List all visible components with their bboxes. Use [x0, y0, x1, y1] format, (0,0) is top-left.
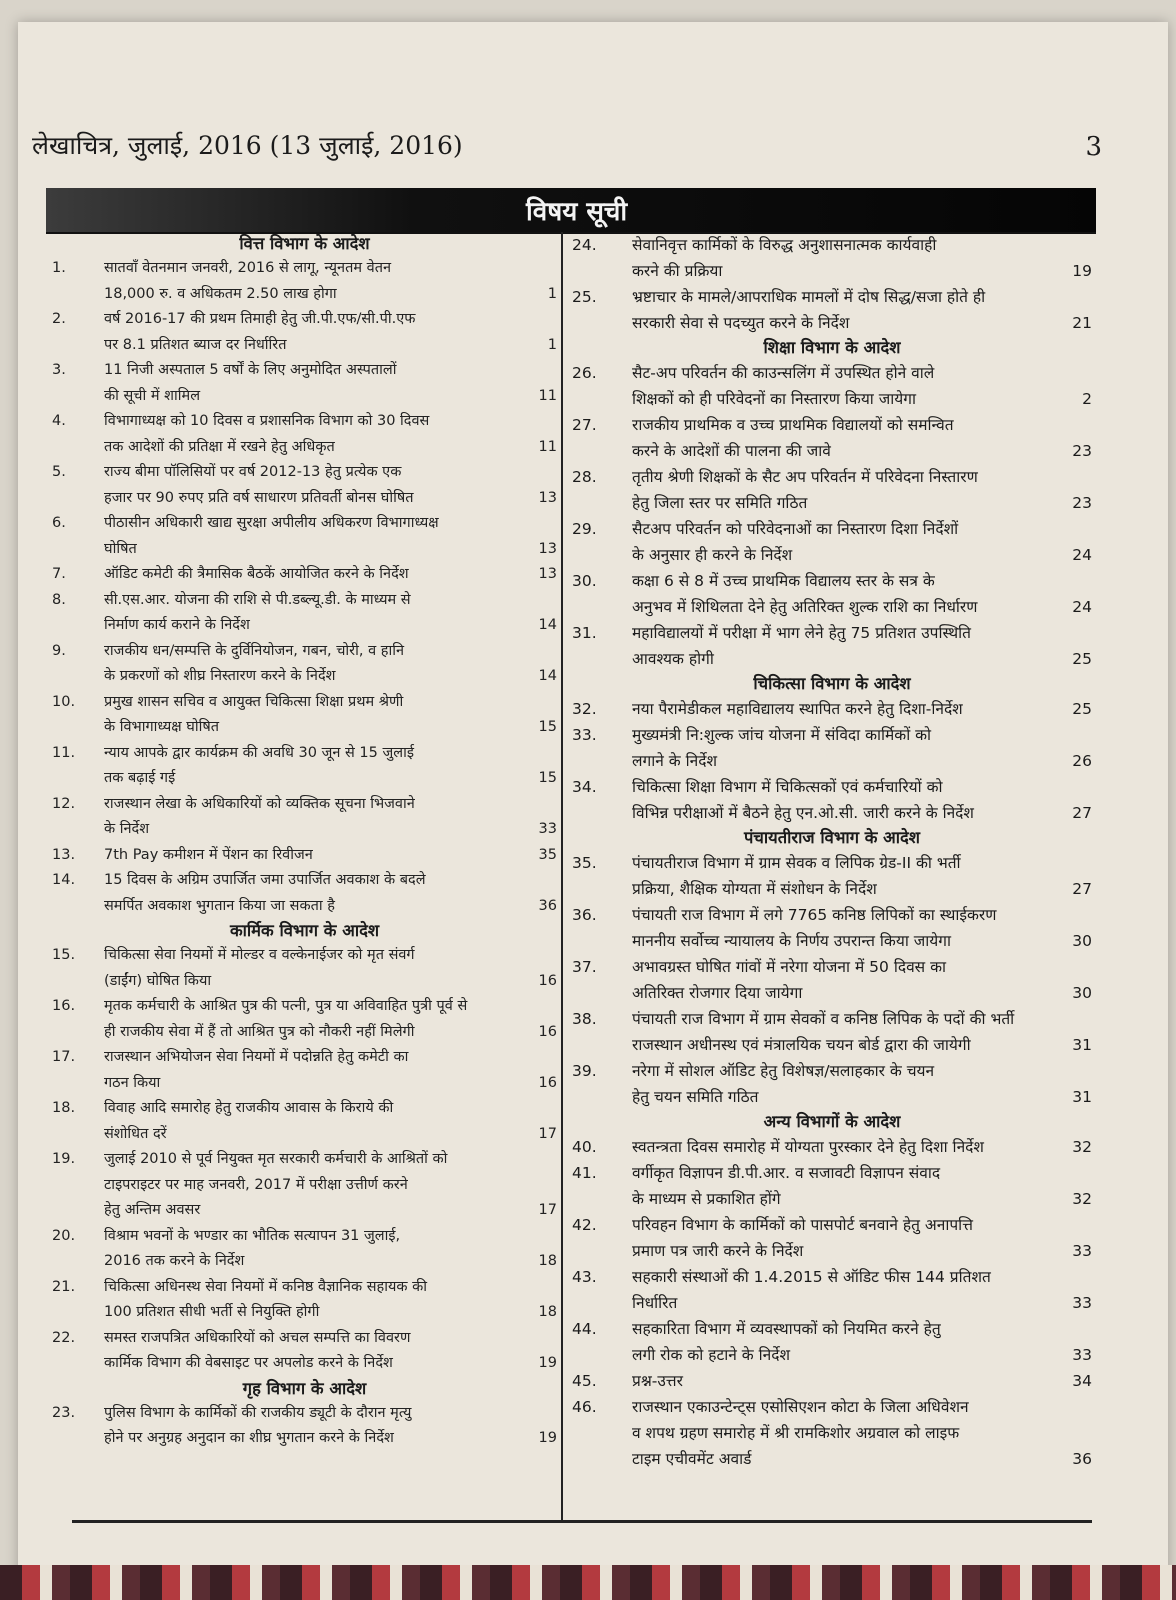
entry-number: 5. — [52, 464, 66, 480]
entry-title-line: पुलिस विभाग के कार्मिकों की राजकीय ड्यूटी के दौरान मृत्यु — [104, 1404, 412, 1421]
entry-title-line: आवश्यक होगी — [632, 650, 714, 668]
entry-title — [632, 620, 1052, 672]
entry-page-number: 31 — [1072, 1088, 1092, 1106]
toc-entry[interactable] — [52, 562, 557, 588]
entry-title — [632, 360, 1052, 412]
entry-title-line: राज्य बीमा पॉलिसियों पर वर्ष 2012-13 हेतु प्रत्येक एक — [104, 464, 402, 480]
entry-title — [632, 1368, 1052, 1394]
entry-page-number: 31 — [1072, 1036, 1092, 1054]
entry-page-number: 36 — [1072, 1450, 1092, 1468]
entry-title-line: निर्माण कार्य कराने के निर्देश — [104, 617, 250, 633]
entry-page-number: 24 — [1072, 598, 1092, 616]
toc-entry[interactable] — [572, 902, 1092, 954]
entry-number: 6. — [52, 515, 66, 531]
toc-entry[interactable] — [52, 588, 557, 639]
entry-title-line: प्रश्न-उत्तर — [632, 1372, 683, 1390]
entry-page-number: 13 — [538, 566, 557, 582]
entry-page-number: 32 — [1072, 1138, 1092, 1156]
toc-entry[interactable] — [52, 1275, 557, 1326]
entry-title — [632, 1316, 1052, 1368]
entry-title-line: मुख्यमंत्री नि:शुल्क जांच योजना में संविदा कार्मिकों को — [632, 726, 932, 744]
background-fabric — [0, 1565, 1176, 1600]
entry-page-number: 19 — [538, 1430, 557, 1446]
entry-page-number: 25 — [1072, 700, 1092, 718]
entry-title — [104, 690, 517, 741]
entry-number: 11. — [52, 744, 76, 761]
section-heading: गृह विभाग के आदेश — [242, 1378, 367, 1398]
entry-number: 42. — [572, 1216, 597, 1234]
entry-number: 20. — [52, 1227, 76, 1244]
entry-title-line: सहकारी संस्थाओं की 1.4.2015 से ऑडिट फीस 144 प्रतिशत — [632, 1268, 991, 1286]
entry-number: 34. — [572, 778, 597, 796]
entry-title-line: लगाने के निर्देश — [632, 752, 717, 770]
entry-page-number: 15 — [538, 770, 557, 786]
entry-page-number: 1 — [547, 336, 557, 353]
entry-title-line: महाविद्यालयों में परीक्षा में भाग लेने हेतु 75 प्रतिशत उपस्थिति — [632, 624, 971, 642]
entry-page-number: 35 — [538, 846, 557, 863]
toc-entry[interactable] — [52, 943, 557, 994]
entry-title — [104, 460, 517, 511]
entry-number: 14. — [52, 872, 76, 888]
entry-number: 33. — [572, 726, 597, 744]
entry-title-line: विवाह आदि समारोह हेतु राजकीय आवास के किराये की — [104, 1100, 394, 1116]
entry-title — [632, 1006, 1052, 1058]
entry-title-line: होने पर अनुग्रह अनुदान का शीघ्र भुगतान करने के निर्देश — [104, 1430, 394, 1446]
entry-title-line: हेतु अन्तिम अवसर — [104, 1202, 201, 1218]
entry-number: 8. — [52, 591, 66, 608]
entry-number: 9. — [52, 642, 66, 659]
entry-page-number: 33 — [1072, 1242, 1092, 1260]
entry-title-line: भ्रष्टाचार के मामले/आपराधिक मामलों में दोष सिद्ध/सजा होते ही — [632, 288, 986, 306]
entry-number: 26. — [572, 364, 597, 382]
entry-title — [632, 954, 1052, 1006]
entry-title-line: 100 प्रतिशत सीधी भर्ती से नियुक्ति होगी — [104, 1304, 320, 1320]
entry-title-line: पीठासीन अधिकारी खाद्य सुरक्षा अपीलीय अधिकरण विभागाध्यक्ष — [104, 515, 439, 531]
entry-title-line: करने के आदेशों की पालना की जावे — [632, 442, 831, 460]
section-heading: चिकित्सा विभाग के आदेश — [753, 674, 911, 693]
entry-title-line: प्रमाण पत्र जारी करने के निर्देश — [632, 1242, 804, 1260]
entry-title-line: लगी रोक को हटाने के निर्देश — [632, 1346, 791, 1364]
toc-entry[interactable] — [572, 1212, 1092, 1264]
toc-entry[interactable] — [572, 464, 1092, 516]
entry-number: 17. — [52, 1049, 76, 1065]
entry-title — [104, 1224, 517, 1275]
toc-entry[interactable] — [572, 516, 1092, 568]
entry-title-line: राजकीय धन/सम्पत्ति के दुर्विनियोजन, गबन, चोरी, व हानि — [104, 642, 405, 659]
entry-page-number: 1 — [547, 285, 557, 302]
entry-title-line: माननीय सर्वोच्च न्यायालय के निर्णय उपरान्त किया जायेगा — [632, 932, 952, 950]
entry-title — [632, 1212, 1052, 1264]
entry-page-number: 19 — [538, 1355, 557, 1371]
entry-title-line: शिक्षकों को ही परिवेदनों का निस्तारण किया जायेगा — [632, 390, 916, 408]
entry-title — [104, 1401, 517, 1452]
toc-entry[interactable] — [572, 1368, 1092, 1394]
entry-title-line: ऑडिट कमेटी की त्रैमासिक बैठकें आयोजित करने के निर्देश — [104, 566, 409, 582]
entry-title-line: राजस्थान एकाउन्टेन्ट्स एसोसिएशन कोटा के जिला अधिवेशन — [632, 1398, 969, 1416]
entry-title-line: सेवानिवृत्त कार्मिकों के विरुद्ध अनुशासनात्मक कार्यवाही — [632, 236, 937, 254]
entry-number: 36. — [572, 906, 597, 924]
bottom-rule — [72, 1520, 1092, 1523]
toc-entry[interactable] — [572, 774, 1092, 826]
entry-title-line: न्याय आपके द्वार कार्यक्रम की अवधि 30 जून से 15 जुलाई — [104, 744, 414, 761]
entry-title-line: की सूची में शामिल — [104, 387, 201, 404]
entry-title — [632, 412, 1052, 464]
entry-title — [632, 1264, 1052, 1316]
entry-page-number: 24 — [1072, 546, 1092, 564]
entry-title — [632, 722, 1052, 774]
toc-entry[interactable] — [52, 511, 557, 562]
entry-title-line: प्रक्रिया, शैक्षिक योग्यता में संशोधन के निर्देश — [632, 880, 877, 898]
entry-title — [632, 774, 1052, 826]
entry-number: 2. — [52, 311, 66, 327]
entry-number: 43. — [572, 1268, 597, 1286]
entry-title-line: 2016 तक करने के निर्देश — [104, 1253, 245, 1269]
entry-page-number: 33 — [538, 821, 557, 837]
entry-title-line: के माध्यम से प्रकाशित होंगे — [632, 1190, 781, 1208]
entry-title-line: संशोधित दरें — [104, 1125, 167, 1142]
entry-title-line: पंचायती राज विभाग में लगे 7765 कनिष्ठ लिपिकों का स्थाईकरण — [632, 906, 997, 924]
entry-number: 28. — [572, 468, 597, 486]
entry-page-number: 14 — [538, 617, 557, 633]
section-heading: शिक्षा विभाग के आदेश — [763, 338, 901, 357]
entry-title-line: कक्षा 6 से 8 में उच्च प्राथमिक विद्यालय स्तर के सत्र के — [632, 572, 935, 590]
entry-title-line: सी.एस.आर. योजना की राशि से पी.डब्ल्यू.डी. के माध्यम से — [104, 591, 411, 608]
toc-entry[interactable] — [52, 994, 557, 1045]
entry-number: 37. — [572, 958, 597, 976]
entry-title-line: टाइपराइटर पर माह जनवरी, 2017 में परीक्षा उत्तीर्ण करने — [104, 1176, 408, 1193]
entry-title — [632, 1160, 1052, 1212]
entry-title-line: सैट-अप परिवर्तन की काउन्सलिंग में उपस्थित होने वाले — [632, 364, 935, 382]
toc-entry[interactable] — [572, 620, 1092, 672]
entry-title — [104, 1045, 517, 1096]
entry-page-number: 19 — [1072, 262, 1092, 280]
entry-title-line: वर्ष 2016-17 की प्रथम तिमाही हेतु जी.पी.एफ/सी.पी.एफ — [104, 311, 416, 327]
entry-title — [104, 1147, 517, 1224]
entry-title — [632, 516, 1052, 568]
entry-page-number: 25 — [1072, 650, 1092, 668]
entry-number: 27. — [572, 416, 597, 434]
entry-title-line: (डाईंग) घोषित किया — [104, 972, 212, 989]
entry-title — [632, 696, 1052, 722]
toc-entry[interactable] — [52, 358, 557, 409]
entry-title-line: हजार पर 90 रुपए प्रति वर्ष साधारण प्रतिवर्ती बोनस घोषित — [104, 489, 414, 506]
entry-number: 4. — [52, 413, 66, 429]
entry-title — [632, 850, 1052, 902]
toc-entry[interactable] — [572, 1316, 1092, 1368]
entry-number: 35. — [572, 854, 597, 872]
entry-title-line: तक आदेशों की प्रतिक्षा में रखने हेतु अधिकृत — [104, 438, 335, 455]
entry-title — [632, 902, 1052, 954]
entry-page-number: 16 — [538, 972, 557, 989]
entry-page-number: 23 — [1072, 494, 1092, 512]
entry-number: 41. — [572, 1164, 597, 1182]
entry-title-line: चिकित्सा अधिनस्थ सेवा नियमों में कनिष्ठ वैज्ञानिक सहायक की — [104, 1278, 427, 1295]
entry-number: 29. — [572, 520, 597, 538]
entry-page-number: 33 — [1072, 1346, 1092, 1364]
section-heading: पंचायतीराज विभाग के आदेश — [744, 828, 920, 847]
entry-title-line: पंचायतीराज विभाग में ग्राम सेवक व लिपिक ग्रेड-II की भर्ती — [632, 854, 961, 872]
toc-entry[interactable] — [572, 284, 1092, 336]
entry-number: 24. — [572, 236, 597, 254]
entry-title-line: टाइम एचीवमेंट अवार्ड — [632, 1450, 752, 1468]
entry-number: 46. — [572, 1398, 597, 1416]
entry-number: 13. — [52, 846, 76, 863]
section-heading: कार्मिक विभाग के आदेश — [229, 921, 380, 940]
toc-entry[interactable] — [52, 460, 557, 511]
entry-page-number: 30 — [1072, 984, 1092, 1002]
entry-title-line: राजकीय प्राथमिक व उच्च प्राथमिक विद्यालयों को समन्वित — [632, 416, 954, 434]
entry-number: 45. — [572, 1372, 597, 1390]
entry-number: 15. — [52, 947, 76, 963]
section-heading: अन्य विभागों के आदेश — [763, 1112, 901, 1131]
entry-title — [632, 568, 1052, 620]
entry-title-line: 18,000 रु. व अधिकतम 2.50 लाख होगा — [104, 285, 337, 302]
toc-entry[interactable] — [52, 792, 557, 843]
entry-title — [632, 284, 1052, 336]
toc-entry[interactable] — [572, 1134, 1092, 1160]
entry-title-line: सहकारिता विभाग में व्यवस्थापकों को नियमित करने हेतु — [632, 1320, 941, 1338]
entry-title-line: पर 8.1 प्रतिशत ब्याज दर निर्धारित — [104, 336, 287, 353]
entry-page-number: 32 — [1072, 1190, 1092, 1208]
entry-title-line: वर्गीकृत विज्ञापन डी.पी.आर. व सजावटी विज्ञापन संवाद — [632, 1164, 941, 1182]
entry-number: 16. — [52, 998, 76, 1014]
entry-title-line: हेतु चयन समिति गठित — [632, 1088, 759, 1106]
entry-title — [104, 868, 517, 919]
entry-number: 39. — [572, 1062, 597, 1080]
entry-page-number: 36 — [538, 897, 557, 914]
entry-title-line: चिकित्सा शिक्षा विभाग में चिकित्सकों एवं कर्मचारियों को — [632, 778, 943, 796]
entry-title-line: कार्मिक विभाग की वेबसाइट पर अपलोड करने के निर्देश — [104, 1355, 393, 1371]
entry-page-number: 30 — [1072, 932, 1092, 950]
entry-page-number: 14 — [538, 668, 557, 684]
entry-title — [104, 409, 517, 460]
toc-entry[interactable] — [52, 1224, 557, 1275]
entry-title-line: अभावग्रस्त घोषित गांवों में नरेगा योजना में 50 दिवस का — [632, 958, 947, 976]
entry-title-line: सातवाँ वेतनमान जनवरी, 2016 से लागू, न्यूनतम वेतन — [104, 260, 392, 276]
entry-title-line: सैटअप परिवर्तन को परिवेदनाओं का निस्तारण दिशा निर्देशों — [632, 520, 959, 538]
page-header — [32, 118, 1102, 162]
entry-title-line: गठन किया — [104, 1074, 161, 1091]
entry-title-line: राजस्थान अभियोजन सेवा नियमों में पदोन्नति हेतु कमेटी का — [104, 1049, 409, 1065]
right-column — [572, 232, 1092, 1472]
entry-title — [632, 464, 1052, 516]
toc-entry[interactable] — [52, 1096, 557, 1147]
contents-title: विषय सूची — [526, 197, 628, 227]
entry-page-number: 16 — [538, 1023, 557, 1040]
entry-title-line: के प्रकरणों को शीघ्र निस्तारण करने के निर्देश — [104, 668, 336, 684]
toc-entry[interactable] — [52, 1401, 557, 1452]
page-number: 3 — [1085, 132, 1102, 162]
entry-title-line: तृतीय श्रेणी शिक्षकों के सैट अप परिवर्तन में परिवेदना निस्तारण — [632, 468, 978, 486]
entry-number: 25. — [572, 288, 597, 306]
entry-title-line: विभिन्न परीक्षाओं में बैठने हेतु एन.ओ.सी. जारी करने के निर्देश — [632, 804, 974, 822]
entry-title-line: अतिरिक्त रोजगार दिया जायेगा — [632, 984, 803, 1002]
entry-title — [104, 1326, 517, 1377]
toc-entry[interactable] — [572, 722, 1092, 774]
entry-title-line: नया पैरामेडीकल महाविद्यालय स्थापित करने हेतु दिशा-निर्देश — [632, 700, 963, 718]
entry-number: 19. — [52, 1151, 76, 1167]
entry-title — [632, 232, 1052, 284]
toc-entry[interactable] — [572, 232, 1092, 284]
toc-entry[interactable] — [572, 696, 1092, 722]
entry-title-line: पंचायती राज विभाग में ग्राम सेवकों व कनिष्ठ लिपिक के पदों की भर्ती — [632, 1010, 1015, 1028]
entry-title-line: के विभागाध्यक्ष घोषित — [104, 719, 220, 735]
entry-title-line: व शपथ ग्रहण समारोह में श्री रामकिशोर अग्रवाल को लाइफ — [632, 1424, 960, 1442]
entry-number: 7. — [52, 566, 66, 582]
entry-number: 10. — [52, 693, 76, 710]
toc-entry[interactable] — [572, 1264, 1092, 1316]
entry-title — [104, 588, 517, 639]
toc-entry[interactable] — [52, 1045, 557, 1096]
toc-entry[interactable] — [572, 1006, 1092, 1058]
toc-entry[interactable] — [572, 568, 1092, 620]
toc-entry[interactable] — [52, 307, 557, 358]
entry-title-line: मृतक कर्मचारी के आश्रित पुत्र की पत्नी, पुत्र या अविवाहित पुत्री पूर्व से — [104, 998, 468, 1014]
entry-title-line: नरेगा में सोशल ऑडिट हेतु विशेषज्ञ/सलाहकार के चयन — [632, 1062, 935, 1080]
toc-entry[interactable] — [52, 741, 557, 792]
entry-title-line: ही राजकीय सेवा में हैं तो आश्रित पुत्र को नौकरी नहीं मिलेगी — [104, 1023, 415, 1040]
entry-title-line: स्वतन्त्रता दिवस समारोह में योग्यता पुरस्कार देने हेतु दिशा निर्देश — [632, 1138, 984, 1156]
entry-title-line: के अनुसार ही करने के निर्देश — [632, 546, 793, 564]
toc-entry[interactable] — [52, 256, 557, 307]
publication-title: लेखाचित्र, जुलाई, 2016 (13 जुलाई, 2016) — [32, 131, 463, 160]
entry-title-line: घोषित — [104, 540, 137, 557]
toc-entry[interactable] — [52, 843, 557, 869]
entry-title-line: राजस्थान अधीनस्थ एवं मंत्रालयिक चयन बोर्ड द्वारा की जायेगी — [632, 1036, 971, 1054]
section-heading: वित्त विभाग के आदेश — [239, 234, 370, 253]
entry-title-line: राजस्थान लेखा के अधिकारियों को व्यक्तिक सूचना भिजवाने — [104, 795, 415, 812]
toc-entry[interactable] — [572, 1394, 1092, 1472]
entry-title-line: 11 निजी अस्पताल 5 वर्षों के लिए अनुमोदित अस्पतालों — [104, 362, 397, 378]
entry-number: 44. — [572, 1320, 597, 1338]
entry-number: 18. — [52, 1100, 76, 1116]
entry-title — [104, 307, 517, 358]
entry-title-line: जुलाई 2010 से पूर्व नियुक्त मृत सरकारी कर्मचारी के आश्रितों को — [104, 1151, 448, 1167]
entry-number: 21. — [52, 1278, 76, 1295]
toc-entry[interactable] — [52, 1147, 557, 1224]
toc-entry[interactable] — [52, 409, 557, 460]
entry-title-line: समस्त राजपत्रित अधिकारियों को अचल सम्पत्ति का विवरण — [104, 1329, 411, 1346]
entry-number: 32. — [572, 700, 597, 718]
toc-entry[interactable] — [52, 639, 557, 690]
entry-title — [104, 1096, 517, 1147]
entry-title-line: विभागाध्यक्ष को 10 दिवस व प्रशासनिक विभाग को 30 दिवस — [104, 413, 430, 429]
entry-title-line: करने की प्रक्रिया — [632, 262, 723, 280]
toc-entry[interactable] — [572, 850, 1092, 902]
entry-title-line: प्रमुख शासन सचिव व आयुक्त चिकित्सा शिक्षा प्रथम श्रेणी — [104, 693, 404, 710]
entry-title-line: निर्धारित — [632, 1294, 678, 1312]
entry-title — [632, 1058, 1052, 1110]
entry-title-line: चिकित्सा सेवा नियमों में मोल्डर व वल्केनाईजर को मृत संवर्ग — [104, 947, 415, 963]
entry-page-number: 21 — [1072, 314, 1092, 332]
entry-title-line: के निर्देश — [104, 821, 150, 837]
toc-entry[interactable] — [572, 412, 1092, 464]
toc-entry[interactable] — [52, 1326, 557, 1377]
entry-page-number: 13 — [538, 489, 557, 506]
entry-page-number: 23 — [1072, 442, 1092, 460]
entry-page-number: 34 — [1072, 1372, 1092, 1390]
entry-page-number: 26 — [1072, 752, 1092, 770]
entry-page-number: 33 — [1072, 1294, 1092, 1312]
entry-page-number: 27 — [1072, 804, 1092, 822]
entry-number: 1. — [52, 260, 66, 276]
entry-number: 23. — [52, 1404, 76, 1421]
entry-title — [104, 511, 517, 562]
entry-page-number: 17 — [538, 1202, 557, 1218]
entry-title-line: 15 दिवस के अग्रिम उपार्जित जमा उपार्जित अवकाश के बदले — [104, 872, 426, 888]
entry-title — [632, 1134, 1052, 1160]
entry-title — [104, 562, 517, 588]
entry-title — [104, 358, 517, 409]
entry-title-line: तक बढ़ाई गई — [104, 770, 176, 786]
toc-entry[interactable] — [52, 690, 557, 741]
entry-number: 38. — [572, 1010, 597, 1028]
entry-page-number: 2 — [1082, 390, 1092, 408]
entry-page-number: 15 — [538, 719, 557, 735]
entry-title-line: अनुभव में शिथिलता देने हेतु अतिरिक्त शुल्क राशि का निर्धारण — [632, 598, 978, 616]
entry-number: 30. — [572, 572, 597, 590]
entry-title-line: 7th Pay कमीशन में पेंशन का रिवीजन — [104, 846, 313, 863]
entry-number: 40. — [572, 1138, 597, 1156]
entry-title — [104, 943, 517, 994]
entry-title — [104, 843, 517, 869]
left-column — [52, 232, 557, 1452]
toc-entry[interactable] — [572, 1058, 1092, 1110]
entry-page-number: 17 — [538, 1125, 557, 1142]
toc-entry[interactable] — [572, 360, 1092, 412]
entry-title-line: हेतु जिला स्तर पर समिति गठित — [632, 494, 808, 512]
toc-entry[interactable] — [52, 868, 557, 919]
entry-page-number: 18 — [538, 1304, 557, 1320]
entry-number: 22. — [52, 1329, 76, 1346]
entry-page-number: 16 — [538, 1074, 557, 1091]
entry-title-line: परिवहन विभाग के कार्मिकों को पासपोर्ट बनवाने हेतु अनापत्ति — [632, 1216, 973, 1234]
entry-title — [104, 741, 517, 792]
entry-title-line: विश्राम भवनों के भण्डार का भौतिक सत्यापन 31 जुलाई, — [104, 1227, 401, 1244]
toc-entry[interactable] — [572, 1160, 1092, 1212]
entry-title — [104, 256, 517, 307]
entry-title — [104, 994, 517, 1045]
entry-title — [104, 792, 517, 843]
entry-page-number: 11 — [538, 387, 557, 404]
entry-page-number: 11 — [538, 438, 557, 455]
column-divider — [561, 232, 563, 1520]
entry-title-line: सरकारी सेवा से पदच्युत करने के निर्देश — [632, 314, 850, 332]
entry-number: 12. — [52, 795, 76, 812]
toc-entry[interactable] — [572, 954, 1092, 1006]
entry-title-line: समर्पित अवकाश भुगतान किया जा सकता है — [104, 897, 335, 914]
entry-page-number: 18 — [538, 1253, 557, 1269]
entry-page-number: 13 — [538, 540, 557, 557]
entry-number: 3. — [52, 362, 66, 378]
entry-title — [632, 1394, 1052, 1472]
contents-banner — [46, 188, 1096, 234]
entry-title — [104, 639, 517, 690]
entry-page-number: 27 — [1072, 880, 1092, 898]
entry-number: 31. — [572, 624, 597, 642]
entry-title — [104, 1275, 517, 1326]
